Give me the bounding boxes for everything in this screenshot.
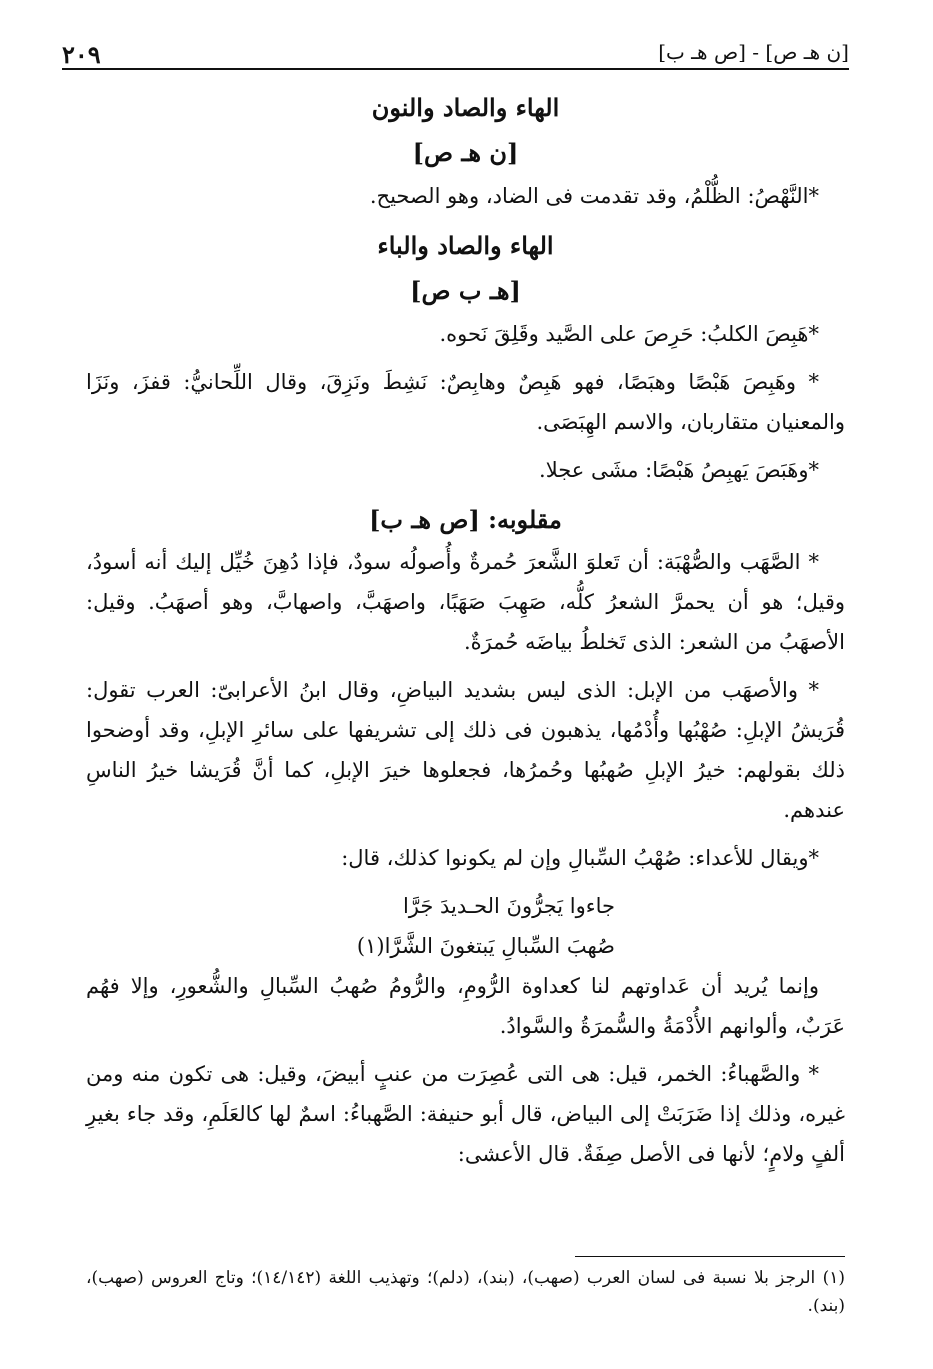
paragraph: وإنما يُريد أن عَداوتهم لنا كعداوة الرُّومِ، والرُّومُ صُهبُ السِّبالِ والشُّعورِ، وإلا فهُم عَرَبٌ، وألوانهم الأُدْمَةُ والسُّمرَةُ والسَّوادُ. [86, 974, 845, 1038]
header-title: [ن هـ ص] - [ص هـ ب] [658, 40, 849, 64]
header-rule [62, 68, 849, 70]
paragraph: * والصَّهباءُ: الخمر، قيل: هى التى عُصِرَت من عنبٍ أبيضَ، وقيل: هى تكون منه ومن غيره، وذلك إذا ضَرَبَتْ إلى البياض، قال أبو حنيفة: الصَّهباءُ: اسمٌ لها كالعَلَمِ، وقد جاء بغيرِ ألفٍ ولامٍ؛ لأنها فى الأصل صِفَةٌ. قال الأعشى: [86, 1062, 845, 1166]
poem-verse: صُهبَ السِّبالِ يَبتغونَ الشَّرَّا(١) [356, 934, 615, 958]
section-heading: مقلوبه: [ص هـ ب] [369, 505, 562, 534]
paragraph: *هَبِصَ الكلبُ: حَرِصَ على الصَّيد وقَلِقَ نَحوه. [439, 322, 819, 346]
section-heading: الهاء والصاد والباء [377, 231, 554, 260]
footnote: (١) الرجز بلا نسبة فى لسان العرب (صهب)، (بند)، (دلم)؛ وتهذيب اللغة (١٤/١٤٢)؛ وتاج العروس (صهب)، (بند). [86, 1268, 845, 1316]
paragraph: * وهَبِصَ هَبْصًا وهبَصًا، فهو هَبِصٌ وهابِصٌ: نَشِطَ ونَزِقَ، وقال اللِّحانيُّ: قفزَ، ونَزَا والمعنيان متقاربان، والاسم الهِبَصَى. [86, 370, 845, 434]
section-heading: الهاء والصاد والنون [371, 93, 560, 122]
footnote-rule [575, 1256, 845, 1257]
paragraph: * والأصهَب من الإبل: الذى ليس بشديد البياضِ، وقال ابنُ الأعرابىّ: العرب تقول: قُرَيشُ الإبلِ: صُهْبُها وأُدْمُها، يذهبون فى ذلك إلى تشريفها على سائرِ الإبلِ، وقد أوضحوا ذلك بقولهم: خيرُ الإبلِ صُهبُها وحُمرُها، فجعلوها خيرَ الإبلِ، كما أنَّ قُرَيشا خيرُ الناسِ عندهم. [86, 678, 845, 822]
paragraph: *وهَبَصَ يَهبِصُ هَبْصًا: مشَى عجلا. [539, 458, 819, 482]
page-number: ٢٠٩ [62, 40, 101, 69]
poem-verse: جاءوا يَجرُّونَ الحـديدَ جَرَّا [402, 894, 615, 918]
running-head [62, 38, 849, 70]
paragraph: *النَّهْصُ: الظُّلْمُ، وقد تقدمت فى الضاد، وهو الصحيح. [369, 184, 819, 208]
footnotes [86, 1264, 845, 1320]
main-text [86, 86, 845, 1182]
paragraph: *ويقال للأعداء: صُهْبُ السِّبالِ وإن لم يكونوا كذلك، قال: [341, 846, 819, 870]
paragraph: * الصَّهَب والصُّهْبَة: أن تَعلوَ الشَّعرَ حُمرةٌ وأُصولُه سودٌ، فإذا دُهِنَ خُيِّل إليك أنه أسودُ، وقيل؛ هو أن يحمرَّ الشعرُ كلُّه، صَهِبَ صَهَبًا، واصهَبَّ، واصهابَّ، وهو أصهَبُ. وقيل: الأصهَبُ من الشعر: الذى تَخلطُ بياضَه حُمرَةٌ. [86, 550, 845, 654]
entry-heading: [ن هـ ص] [412, 138, 519, 167]
entry-heading: [هـ ب ص] [410, 276, 521, 305]
